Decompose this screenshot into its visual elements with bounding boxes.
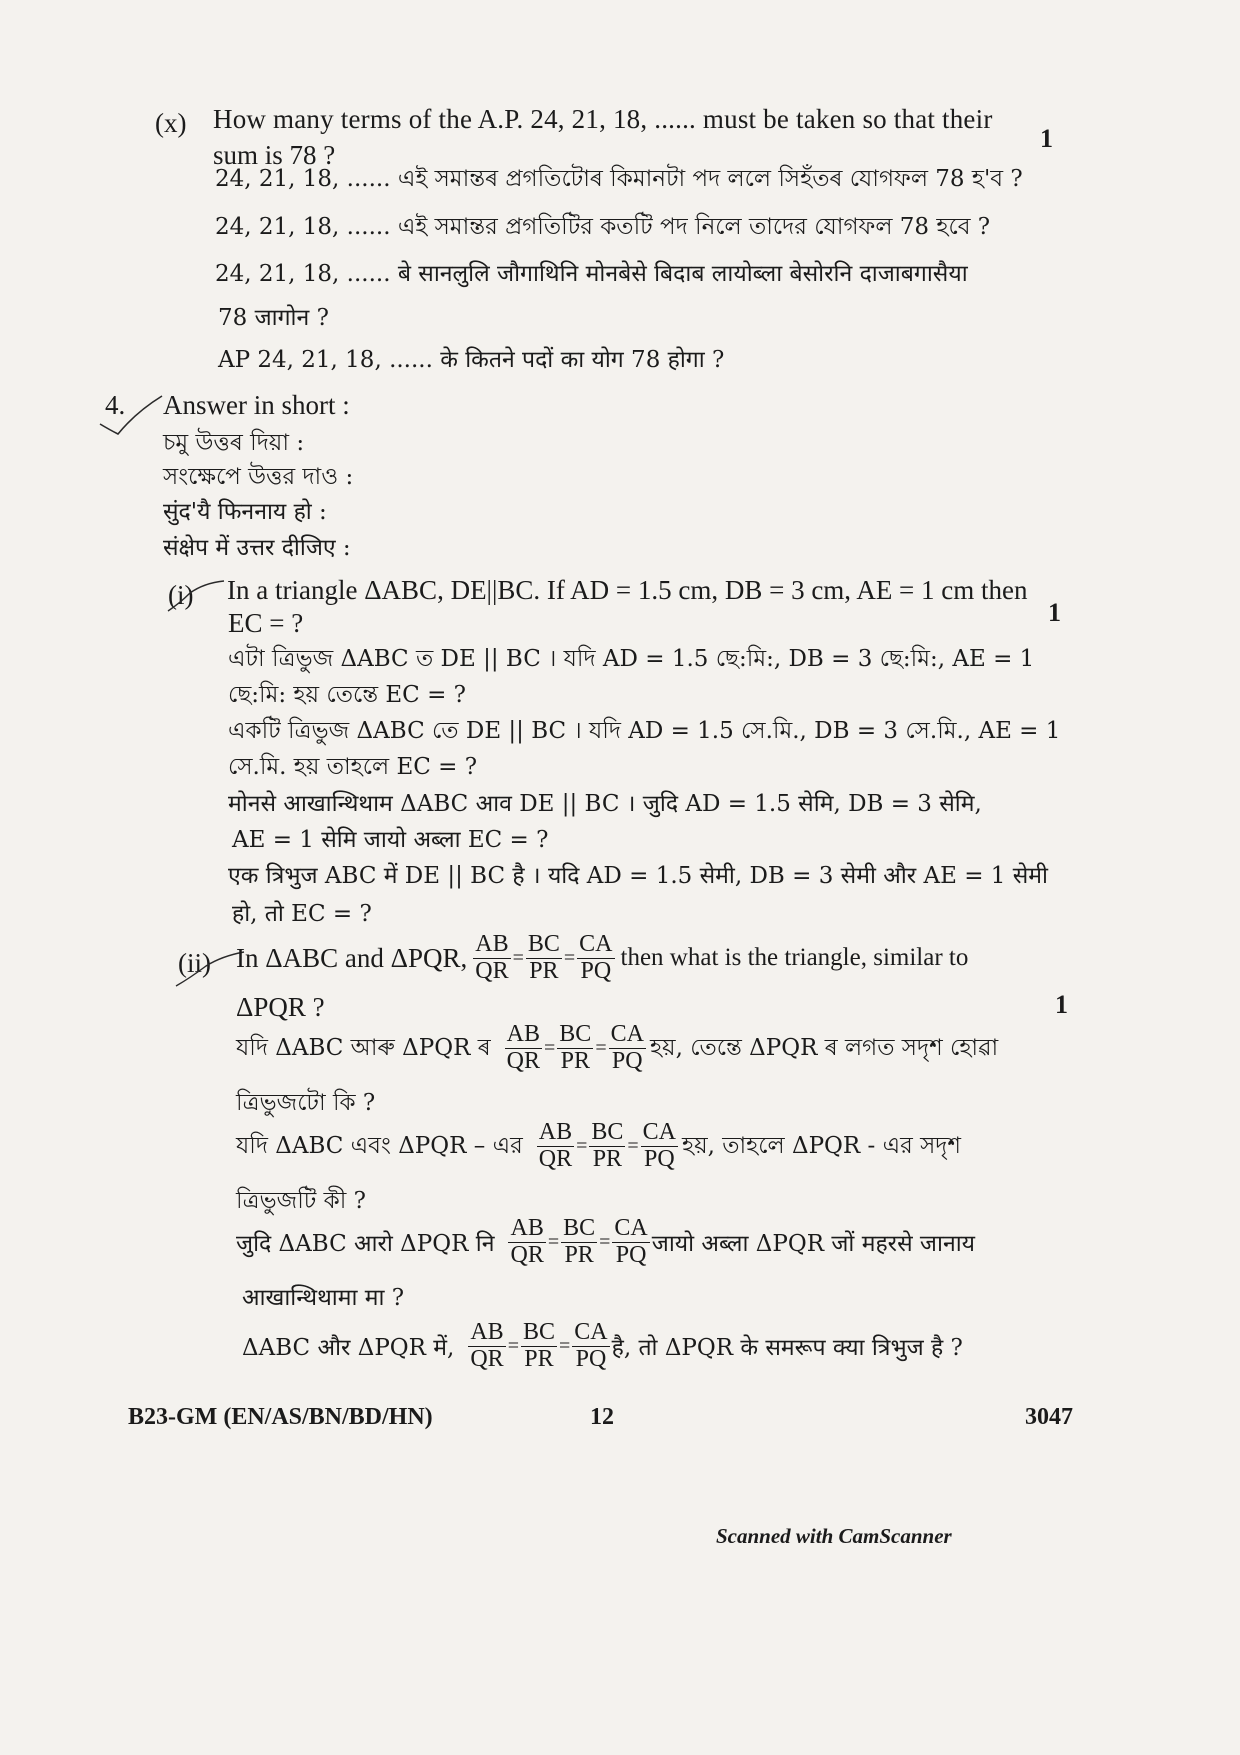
q4ii-assamese-suffix: হয়, তেন্তে ΔPQR ৰ লগত সদৃশ হোৱা	[649, 1034, 999, 1061]
equals-sign: =	[576, 1134, 588, 1157]
q4ii-english-line-1	[236, 928, 968, 988]
q4i-hindi-line-1: एक त्रिभुज ABC में DE || BC है । यदि AD = 1.5 सेमी, DB = 3 सेमी और AE = 1 सेमी	[228, 863, 1048, 889]
q4i-bodo-line-2: AE = 1 सेमि जायो अब्ला EC = ?	[232, 827, 549, 853]
q4ii-hindi-line-1	[242, 1316, 963, 1376]
fraction-ca-pq: $\frac{CA}{PQ}$	[642, 1119, 676, 1172]
q3x-english-line-2: sum is 78 ?	[213, 140, 336, 170]
q4ii-assamese-line-2: ত্ৰিভুজটো কি ?	[236, 1090, 376, 1116]
fraction-bc-pr: $\frac{BC}{PR}$	[522, 1319, 555, 1372]
scanner-watermark: Scanned with CamScanner	[716, 1524, 952, 1548]
fraction-ca-pq: $\frac{CA}{PQ}$	[579, 931, 613, 984]
q3x-bodo-line-1: 24, 21, 18, ...... बे सानलुलि जौगाथिनि मोनबेसे बिदाब लायोब्ला बेसोरनि दाजाबगासैया	[215, 261, 968, 287]
fraction-ab-qr: $\frac{AB}{QR}$	[538, 1119, 573, 1172]
q4-bengali: সংক্ষেপে উত্তর দাও :	[163, 464, 354, 490]
fraction-ca-pq: $\frac{CA}{PQ}$	[614, 1215, 648, 1268]
q4-bodo: सुंद'यै फिननाय हो :	[163, 499, 327, 525]
q3x-label: (x)	[155, 108, 187, 138]
q4i-bengali-line-1: একটি ত্রিভুজ ΔABC তে DE || BC । যদি AD = 1.5 সে.মি., DB = 3 সে.মি., AE = 1	[228, 718, 1061, 744]
q4ii-bodo-prefix: जुदि ΔABC आरो ΔPQR नि	[236, 1231, 495, 1257]
fraction-ab-qr: $\frac{AB}{QR}$	[506, 1021, 541, 1074]
q3x-assamese: 24, 21, 18, ...... এই সমান্তৰ প্ৰগতিটোৰ কিমানটা পদ ললে সিহঁতৰ যোগফল 78 হ'ব ?	[215, 166, 1023, 192]
q4ii-bodo-line-1	[236, 1212, 975, 1272]
q3x-english-line-1: How many terms of the A.P. 24, 21, 18, ...... must be taken so that their	[213, 104, 993, 134]
q4i-bengali-line-2: সে.মি. হয় তাহলে EC = ?	[228, 754, 478, 780]
q3x-marks: 1	[1040, 124, 1053, 153]
check-mark-icon	[96, 392, 166, 442]
q3x-bodo-line-2: 78 जागोन ?	[218, 305, 329, 331]
q4-assamese: চমু উত্তৰ দিয়া :	[163, 430, 305, 456]
q3x-bengali: 24, 21, 18, ...... এই সমান্তর প্রগতিটির কতটি পদ নিলে তাদের যোগফল 78 হবে ?	[215, 214, 991, 240]
q4ii-hindi-prefix: ΔABC और ΔPQR में,	[242, 1335, 455, 1361]
q4ii-bodo-suffix: जायो अब्ला ΔPQR जों महरसे जानाय	[651, 1231, 976, 1257]
q3x-hindi: AP 24, 21, 18, ...... के कितने पदों का योग 78 होगा ?	[218, 347, 725, 373]
check-mark-icon	[160, 575, 230, 620]
q4ii-hindi-suffix: है, तो ΔPQR के समरूप क्या त्रिभुज है ?	[611, 1335, 963, 1361]
paper-code: B23-GM (EN/AS/BN/BD/HN)	[128, 1404, 433, 1430]
paper-serial: 3047	[1025, 1404, 1073, 1430]
q4ii-bengali-prefix: যদি ΔABC এবং ΔPQR – এর	[236, 1132, 523, 1159]
fraction-ab-qr: $\frac{AB}{QR}$	[470, 1319, 504, 1372]
equals-sign: =	[563, 946, 576, 969]
q4ii-english-prefix: In ΔABC and ΔPQR,	[236, 942, 468, 973]
q4i-assamese-line-2: ছে:মি: হয় তেন্তে EC = ?	[228, 682, 466, 708]
q4i-assamese-line-1: এটা ত্ৰিভুজ ΔABC ত DE || BC । যদি AD = 1.5 ছে:মি:, DB = 3 ছে:মি:, AE = 1	[228, 646, 1035, 672]
equals-sign: =	[595, 1036, 607, 1059]
q4ii-english-suffix: then what is the triangle, similar to	[620, 944, 969, 971]
q4i-english-line-1: In a triangle ΔABC, DE||BC. If AD = 1.5 cm, DB = 3 cm, AE = 1 cm then	[227, 575, 1028, 605]
q4-hindi: संक्षेप में उत्तर दीजिए :	[163, 535, 351, 561]
q4i-hindi-line-2: हो, तो EC = ?	[232, 901, 372, 927]
fraction-bc-pr: $\frac{BC}{PR}$	[563, 1215, 596, 1268]
q4ii-bengali-suffix: হয়, তাহলে ΔPQR - এর সদৃশ	[682, 1132, 961, 1159]
q4i-english-line-2: EC = ?	[228, 608, 304, 638]
q4i-marks: 1	[1048, 598, 1061, 627]
q4ii-english-line-2: ΔPQR ?	[236, 992, 325, 1022]
fraction-ab-qr: $\frac{AB}{QR}$	[475, 931, 509, 984]
q4i-bodo-line-1: मोनसे आखान्थिथाम ΔABC आव DE || BC । जुदि AD = 1.5 सेमि, DB = 3 सेमि,	[228, 791, 982, 817]
equals-sign: =	[547, 1230, 560, 1253]
equals-sign: =	[544, 1036, 556, 1059]
equals-sign: =	[512, 946, 524, 969]
q4ii-bengali-line-1	[236, 1116, 961, 1176]
fraction-ca-pq: $\frac{CA}{PQ}$	[574, 1319, 608, 1372]
q4-number: 4.	[105, 390, 126, 420]
fraction-ca-pq: $\frac{CA}{PQ}$	[610, 1021, 644, 1074]
equals-sign: =	[558, 1334, 571, 1357]
equals-sign: =	[599, 1230, 611, 1253]
q4ii-label: (ii)	[178, 948, 211, 978]
fraction-bc-pr: $\frac{BC}{PR}$	[591, 1119, 624, 1172]
fraction-bc-pr: $\frac{BC}{PR}$	[559, 1021, 592, 1074]
q4i-label: (i)	[168, 580, 194, 610]
page-number: 12	[590, 1404, 614, 1430]
equals-sign: =	[507, 1334, 519, 1357]
q4ii-marks: 1	[1055, 990, 1068, 1019]
q4ii-assamese-prefix: যদি ΔABC আৰু ΔPQR ৰ	[236, 1034, 491, 1061]
q4ii-bengali-line-2: ত্রিভুজটি কী ?	[236, 1188, 366, 1214]
q4-english: Answer in short :	[163, 390, 350, 420]
fraction-ab-qr: $\frac{AB}{QR}$	[510, 1215, 544, 1268]
q4ii-assamese-line-1	[236, 1018, 998, 1078]
q4ii-bodo-line-2: आखान्थिथामा मा ?	[242, 1285, 405, 1311]
fraction-bc-pr: $\frac{BC}{PR}$	[527, 931, 560, 984]
equals-sign: =	[627, 1134, 639, 1157]
